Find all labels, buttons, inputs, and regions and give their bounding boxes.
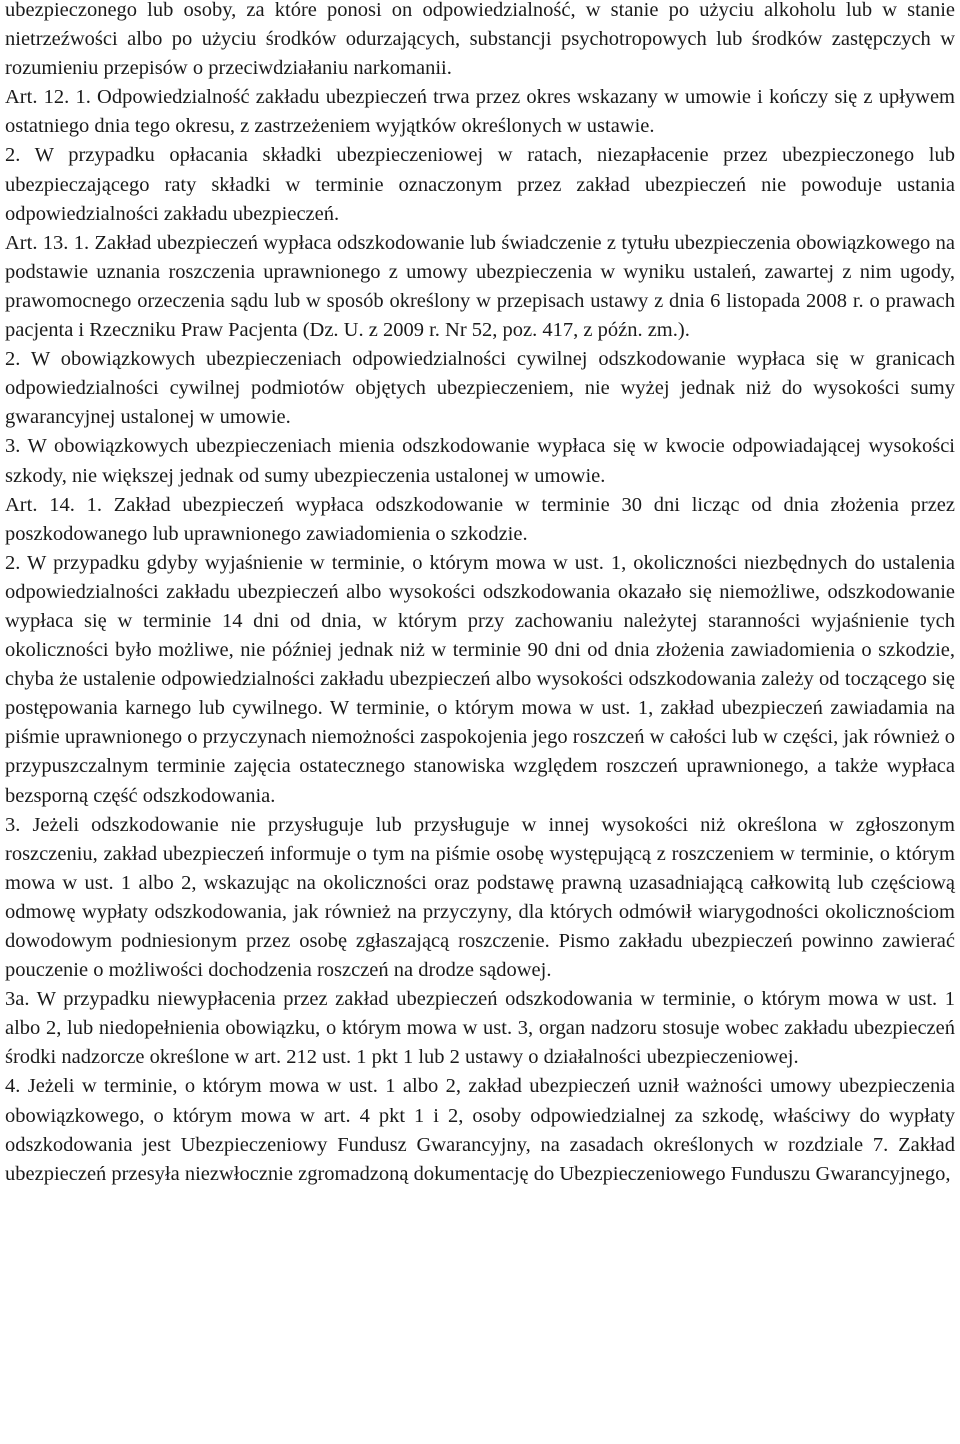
paragraph-art-13-ust-2: 2. W obowiązkowych ubezpieczeniach odpowiedzialności cywilnej odszkodowanie wypłaca się w granicach odpowiedzialności cywilnej podmiotów objętych ubezpieczeniem, nie wyżej jednak niż do wysokości sumy gwarancyjnej ustalonej w umowie. bbox=[5, 348, 955, 429]
paragraph-art-14-ust-3: 3. Jeżeli odszkodowanie nie przysługuje lub przysługuje w innej wysokości niż określona w zgłoszonym roszczeniu, zakład ubezpieczeń informuje o tym na piśmie osobę występującą z roszczeniem w terminie, o którym mowa w ust. 1 albo 2, wskazując na okoliczności oraz podstawę prawną uzasadniającą całkowitą lub częściową odmowę wypłaty odszkodowania, jak również na przyczyny, dla których odmówił wiarygodności okolicznościom dowodowym podniesionym przez osobę zgłaszającą roszczenie. Pismo zakładu ubezpieczeń powinno zawierać pouczenie o możliwości dochodzenia roszczeń na drodze sądowej. bbox=[5, 813, 955, 982]
paragraph-art-13-ust-1: Art. 13. 1. Zakład ubezpieczeń wypłaca odszkodowanie lub świadczenie z tytułu ubezpieczenia obowiązkowego na podstawie uznania roszczenia uprawnionego z umowy ubezpieczenia w wyniku ustaleń, zawartej z nim ugody, prawomocnego orzeczenia sądu lub w sposób określony w przepisach ustawy z dnia 6 listopada 2008 r. o prawach pacjenta i Rzeczniku Praw Pacjenta (Dz. U. z 2009 r. Nr 52, poz. 417, z późn. zm.). bbox=[5, 231, 955, 342]
paragraph-art-14-ust-1: Art. 14. 1. Zakład ubezpieczeń wypłaca odszkodowanie w terminie 30 dni licząc od dnia złożenia przez poszkodowanego lub uprawnionego zawiadomienia o szkodzie. bbox=[5, 493, 955, 545]
paragraph-continuation: ubezpieczonego lub osoby, za które ponosi on odpowiedzialność, w stanie po użyciu alkoholu lub w stanie nietrzeźwości albo po użyciu środków odurzających, substancji psychotropowych lub środków zastępczych w rozumieniu przepisów o przeciwdziałaniu narkomanii. bbox=[5, 0, 955, 80]
paragraph-art-14-ust-3a: 3a. W przypadku niewypłacenia przez zakład ubezpieczeń odszkodowania w terminie, o którym mowa w ust. 1 albo 2, lub niedopełnienia obowiązku, o którym mowa w ust. 3, organ nadzoru stosuje wobec zakładu ubezpieczeń środki nadzorcze określone w art. 212 ust. 1 pkt 1 lub 2 ustawy o działalności ubezpieczeniowej. bbox=[5, 988, 955, 1069]
paragraph-art-14-ust-2: 2. W przypadku gdyby wyjaśnienie w terminie, o którym mowa w ust. 1, okoliczności niezbędnych do ustalenia odpowiedzialności zakładu ubezpieczeń albo wysokości odszkodowania okazało się niemożliwe, odszkodowanie wypłaca się w terminie 14 dni od dnia, w którym przy zachowaniu należytej staranności wyjaśnienie tych okoliczności było możliwe, nie później jednak niż w terminie 90 dni od dnia złożenia zawiadomienia o szkodzie, chyba że ustalenie odpowiedzialności zakładu ubezpieczeń albo wysokości odszkodowania zależy od toczącego się postępowania karnego lub cywilnego. W terminie, o którym mowa w ust. 1, zakład ubezpieczeń zawiadamia na piśmie uprawnionego o przyczynach niemożności zaspokojenia jego roszczeń w całości lub w części, jak również o przypuszczalnym terminie zajęcia ostatecznego stanowiska względem roszczeń uprawnionego, a także wypłaca bezsporną część odszkodowania. bbox=[5, 551, 955, 807]
paragraph-art-12-ust-1: Art. 12. 1. Odpowiedzialność zakładu ubezpieczeń trwa przez okres wskazany w umowie i kończy się z upływem ostatniego dnia tego okresu, z zastrzeżeniem wyjątków określonych w ustawie. bbox=[5, 86, 955, 138]
paragraph-art-12-ust-2: 2. W przypadku opłacania składki ubezpieczeniowej w ratach, niezapłacenie przez ubezpieczonego lub ubezpieczającego raty składki w terminie oznaczonym przez zakład ubezpieczeń nie powoduje ustania odpowiedzialności zakładu ubezpieczeń. bbox=[5, 144, 955, 225]
paragraph-art-13-ust-3: 3. W obowiązkowych ubezpieczeniach mienia odszkodowanie wypłaca się w kwocie odpowiadającej wysokości szkody, nie większej jednak od sumy ubezpieczenia ustalonej w umowie. bbox=[5, 435, 955, 487]
paragraph-art-14-ust-4: 4. Jeżeli w terminie, o którym mowa w ust. 1 albo 2, zakład ubezpieczeń uznił ważności umowy ubezpieczenia obowiązkowego, o którym mowa w art. 4 pkt 1 i 2, osoby odpowiedzialnej za szkodę, właściwy do wypłaty odszkodowania jest Ubezpieczeniowy Fundusz Gwarancyjny, na zasadach określonych w rozdziale 7. Zakład ubezpieczeń przesyła niezwłocznie zgromadzoną dokumentację do Ubezpieczeniowego Funduszu Gwarancyjnego, bbox=[5, 1075, 955, 1185]
